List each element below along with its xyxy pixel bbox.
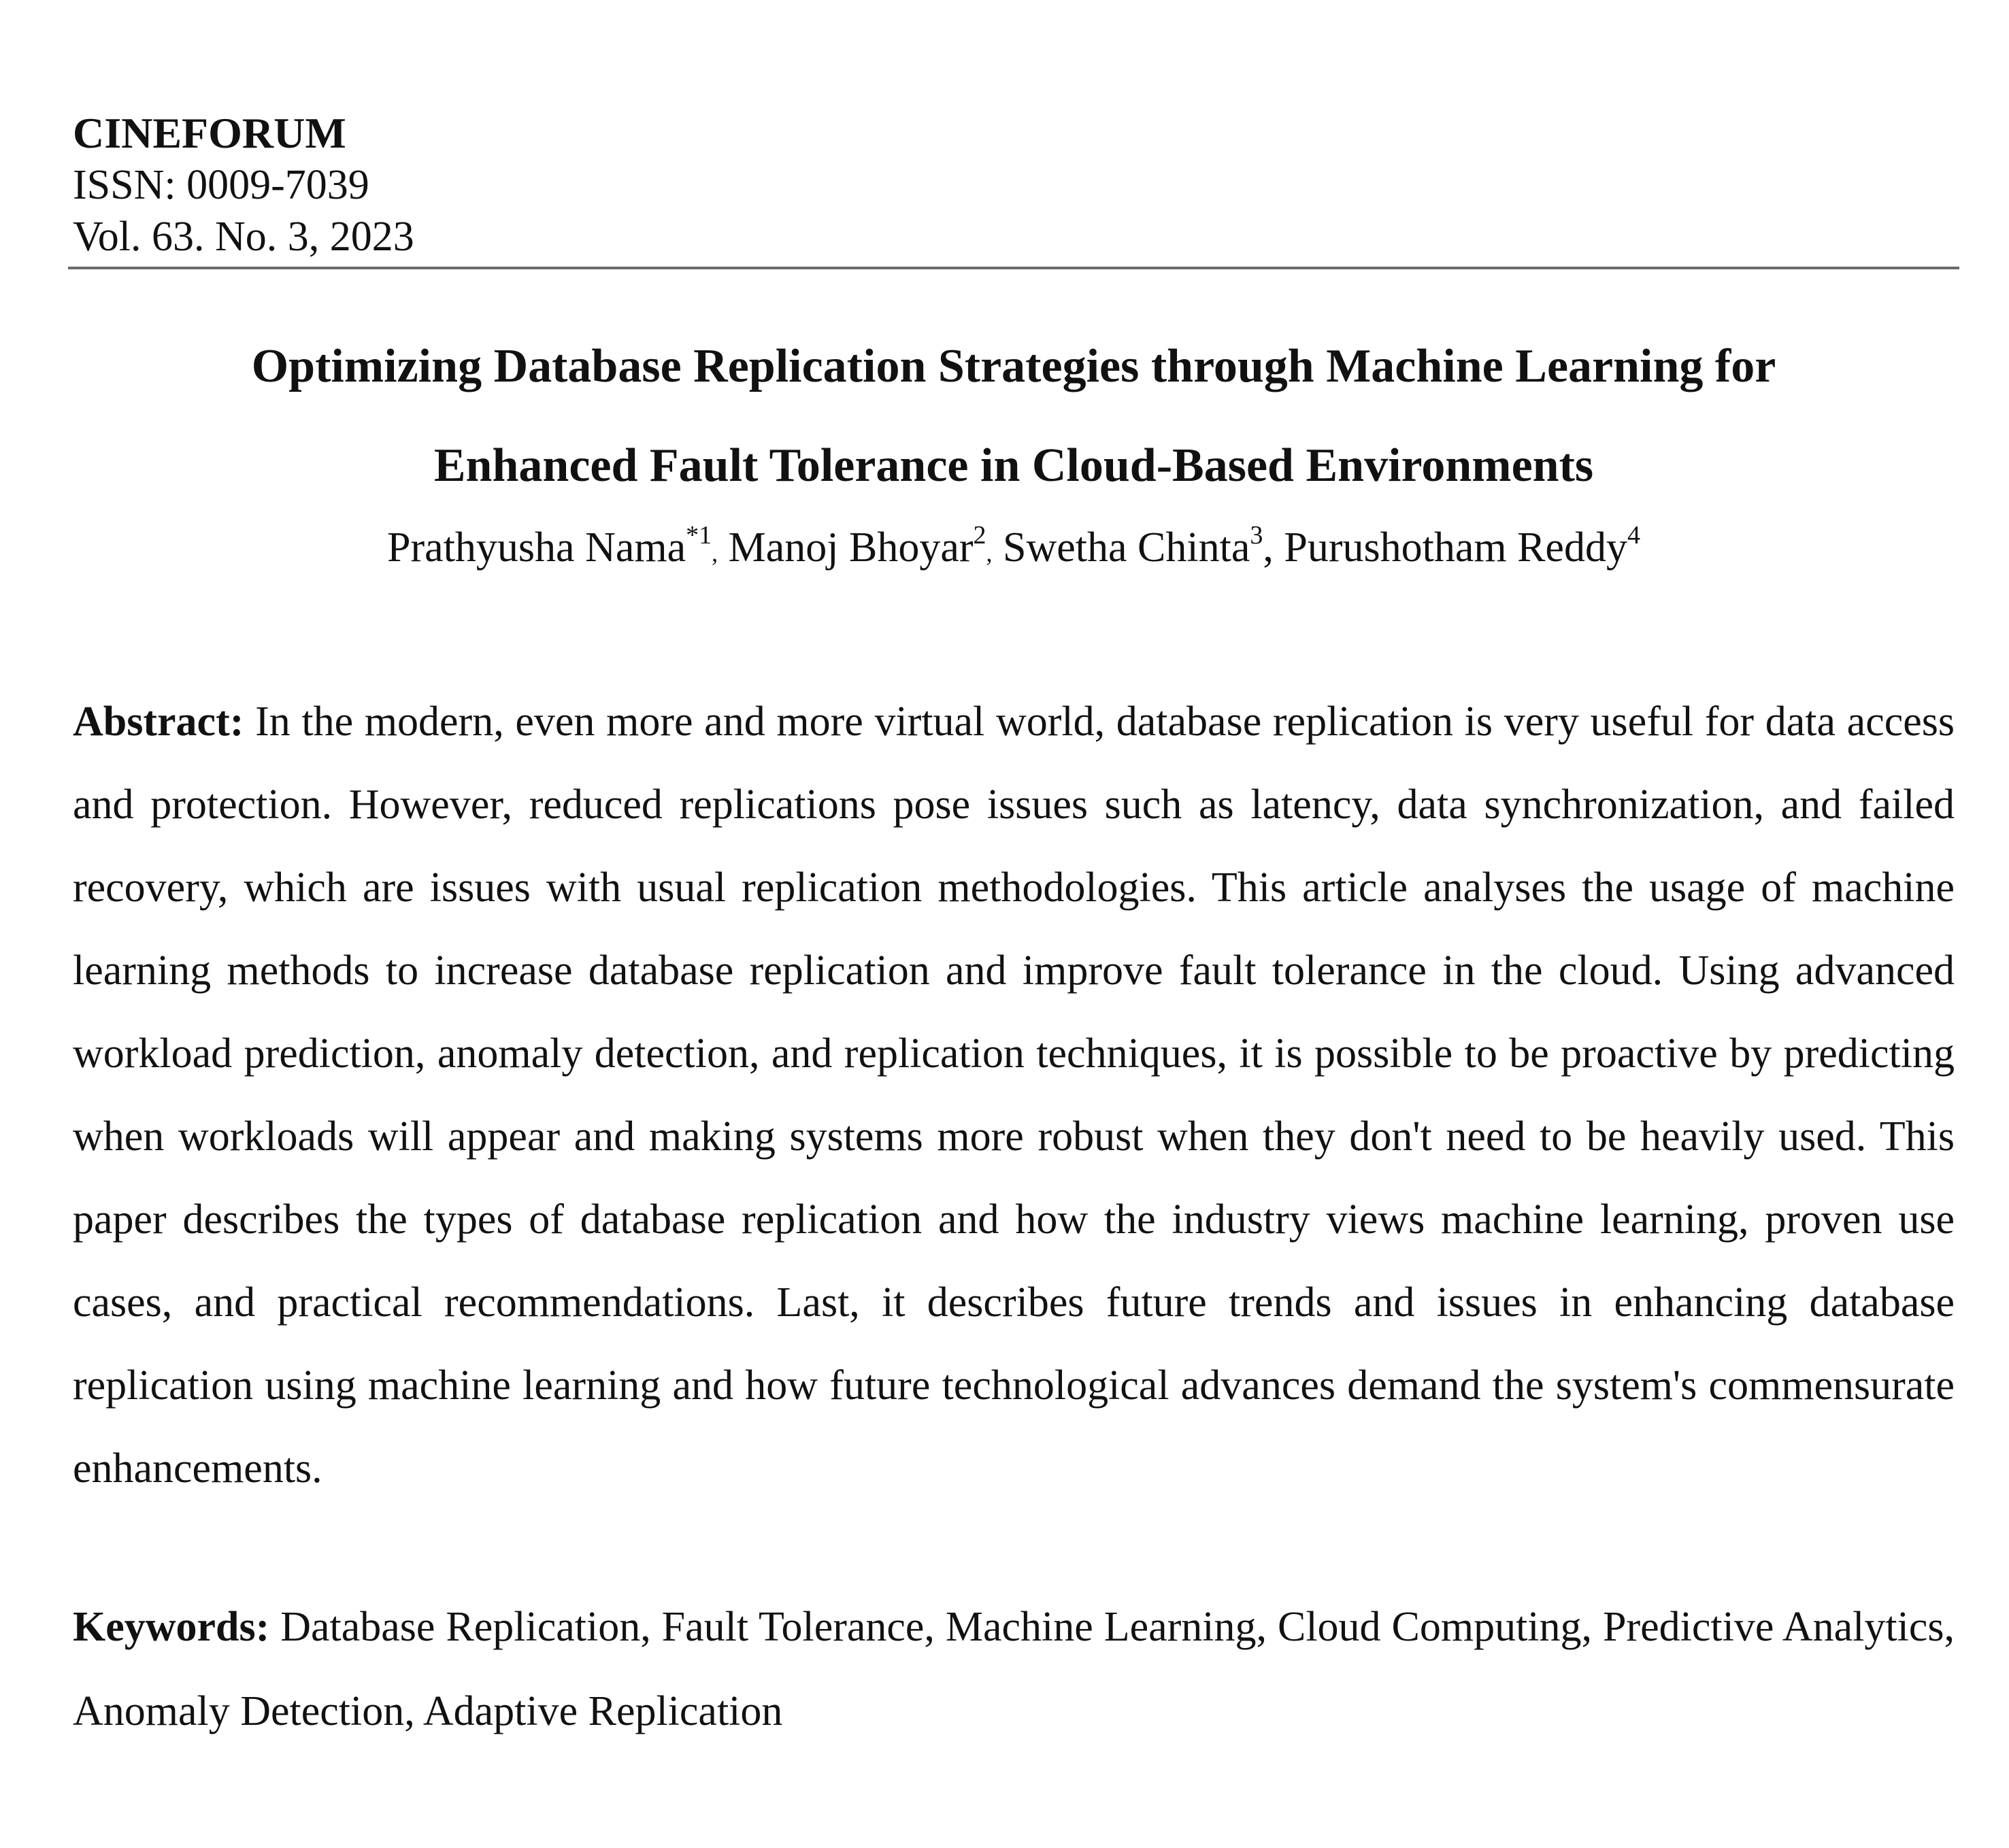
keywords-text: Database Replication, Fault Tolerance, Machine Learning, Cloud Computing, Predictive Analytics, Anomaly Detection, Adaptive Replication	[73, 1604, 1955, 1734]
keywords	[73, 1585, 1955, 1753]
author-affiliation-mark: 4	[1627, 521, 1640, 550]
author-list	[73, 517, 1955, 584]
header-divider	[68, 267, 1959, 269]
author-name: Swetha Chinta	[1003, 524, 1250, 571]
keywords-label: Keywords:	[73, 1604, 270, 1650]
journal-header	[73, 107, 1964, 263]
author-affiliation-mark: 2	[973, 521, 986, 550]
author-name: Purushotham Reddy	[1284, 524, 1627, 571]
journal-name: CINEFORUM	[73, 109, 346, 157]
paper-title-line-1: Optimizing Database Replication Strategies through Machine Learning for	[251, 340, 1776, 392]
abstract-text: In the modern, even more and more virtual world, database replication is very useful for data access and protection. However, reduced replications pose issues such as latency, data synchronization, and failed recovery, which are issues with usual replication methodologies. This article analyses the usage of machine learning methods to increase database replication and improve fault tolerance in the cloud. Using advanced workload prediction, anomaly detection, and replication techniques, it is possible to be proactive by predicting when workloads will appear and making systems more robust when they don't need to be heavily used. This paper describes the types of database replication and how the industry views machine learning, proven use cases, and practical recommendations. Last, it describes future trends and issues in enhancing database replication using machine learning and how future technological advances demand the system's commensurate enhancements.	[73, 699, 1955, 1492]
author-separator: ,	[712, 539, 718, 567]
paper-title	[73, 317, 1955, 516]
journal-issn: ISSN: 0009-7039	[73, 162, 369, 208]
journal-volume: Vol. 63. No. 3, 2023	[73, 214, 414, 260]
author-separator: ,	[1263, 524, 1274, 571]
author-name: Prathyusha Nama	[387, 524, 686, 571]
abstract	[73, 680, 1955, 1510]
abstract-label: Abstract:	[73, 699, 244, 745]
author-affiliation-mark: *1	[686, 521, 712, 550]
paper-title-line-2: Enhanced Fault Tolerance in Cloud-Based Environments	[433, 439, 1594, 492]
author-separator: ,	[986, 539, 993, 567]
author-name: Manoj Bhoyar	[728, 524, 974, 571]
author-affiliation-mark: 3	[1250, 521, 1263, 550]
